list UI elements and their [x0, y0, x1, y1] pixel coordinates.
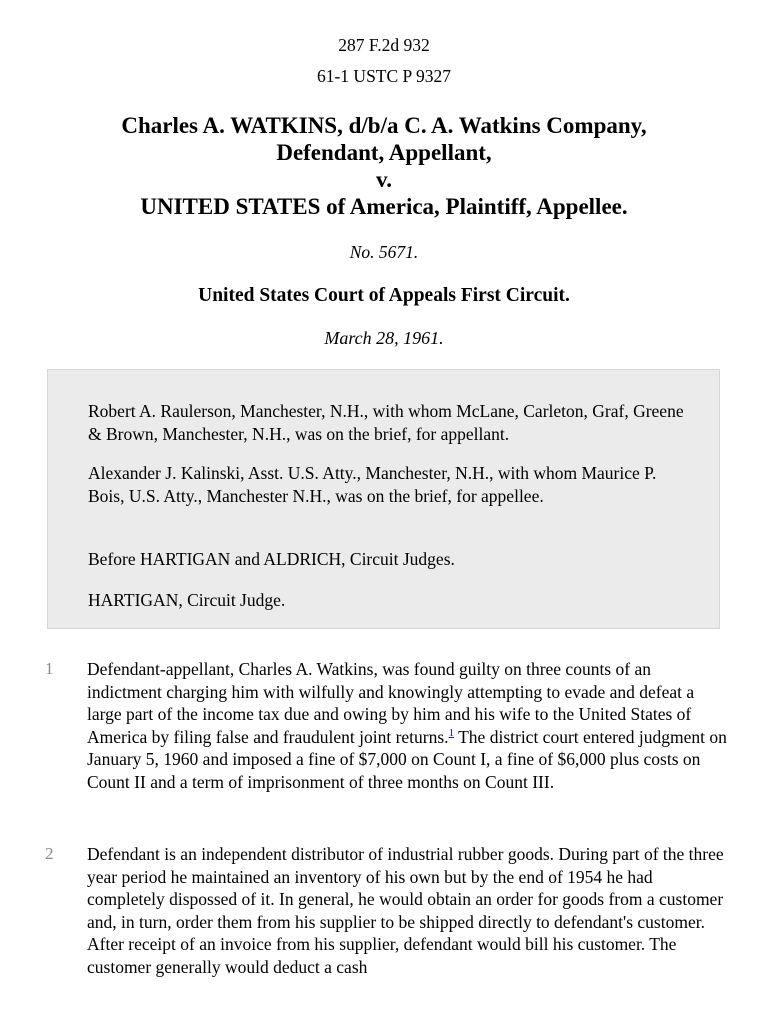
caption-appellee: UNITED STATES of America, Plaintiff, Appellee.	[140, 194, 628, 219]
caption-appellant-role: Defendant, Appellant,	[276, 140, 492, 165]
appellee-counsel: Alexander J. Kalinski, Asst. U.S. Atty., Manchester, N.H., with whom Maurice P. Bois, U.S. Atty., Manchester N.H., was on the brief, for appellee.	[88, 463, 657, 506]
opinion-author: HARTIGAN, Circuit Judge.	[88, 590, 286, 610]
paragraph-text-part: The district court entered judgment on January 5, 1960 and imposed a fine of $7,000 on Count I, a fine of $6,000 plus costs on Count II and a term of imprisonment of three months on Count III.	[87, 726, 727, 792]
caption-versus: v.	[376, 167, 392, 192]
counsel-panel	[47, 369, 720, 629]
tax-citation: 61-1 USTC P 9327	[316, 66, 452, 86]
decision-date: March 28, 1961.	[324, 328, 444, 348]
case-caption	[0, 112, 768, 220]
panel-judges: Before HARTIGAN and ALDRICH, Circuit Judges.	[88, 549, 455, 569]
paragraph-number: 1	[45, 659, 54, 678]
paragraph-text: Defendant is an independent distributor of industrial rubber goods. During part of the three year period he maintained an inventory of his own but by the end of 1954 he had completely dispossed of it. In general, he would obtain an order for goods from a customer and, in turn, order them from his supplier to be shipped directly to defendant's customer. After receipt of an invoice from his supplier, defendant would bill his customer. The customer generally would deduct a cash	[87, 844, 724, 977]
paragraph-text	[87, 658, 727, 793]
footnote-link[interactable]: 1	[448, 726, 455, 739]
appellant-counsel: Robert A. Raulerson, Manchester, N.H., with whom McLane, Carleton, Graf, Greene & Brown, Manchester, N.H., was on the brief, for appellant.	[88, 401, 684, 444]
paragraph-number: 2	[45, 844, 54, 863]
docket-number: No. 5671.	[349, 242, 419, 262]
reporter-citation: 287 F.2d 932	[338, 35, 430, 55]
court-name: United States Court of Appeals First Circuit.	[198, 285, 570, 306]
paragraph-text-part: Defendant-appellant, Charles A. Watkins, was found guilty on three counts of an indictment charging him with wilfully and knowingly attempting to evade and defeat a large part of the income tax due and owing by him and his wife to the United States of America by filing false and fraudulent joint returns.	[87, 659, 695, 747]
caption-appellant: Charles A. WATKINS, d/b/a C. A. Watkins Company,	[121, 113, 647, 138]
